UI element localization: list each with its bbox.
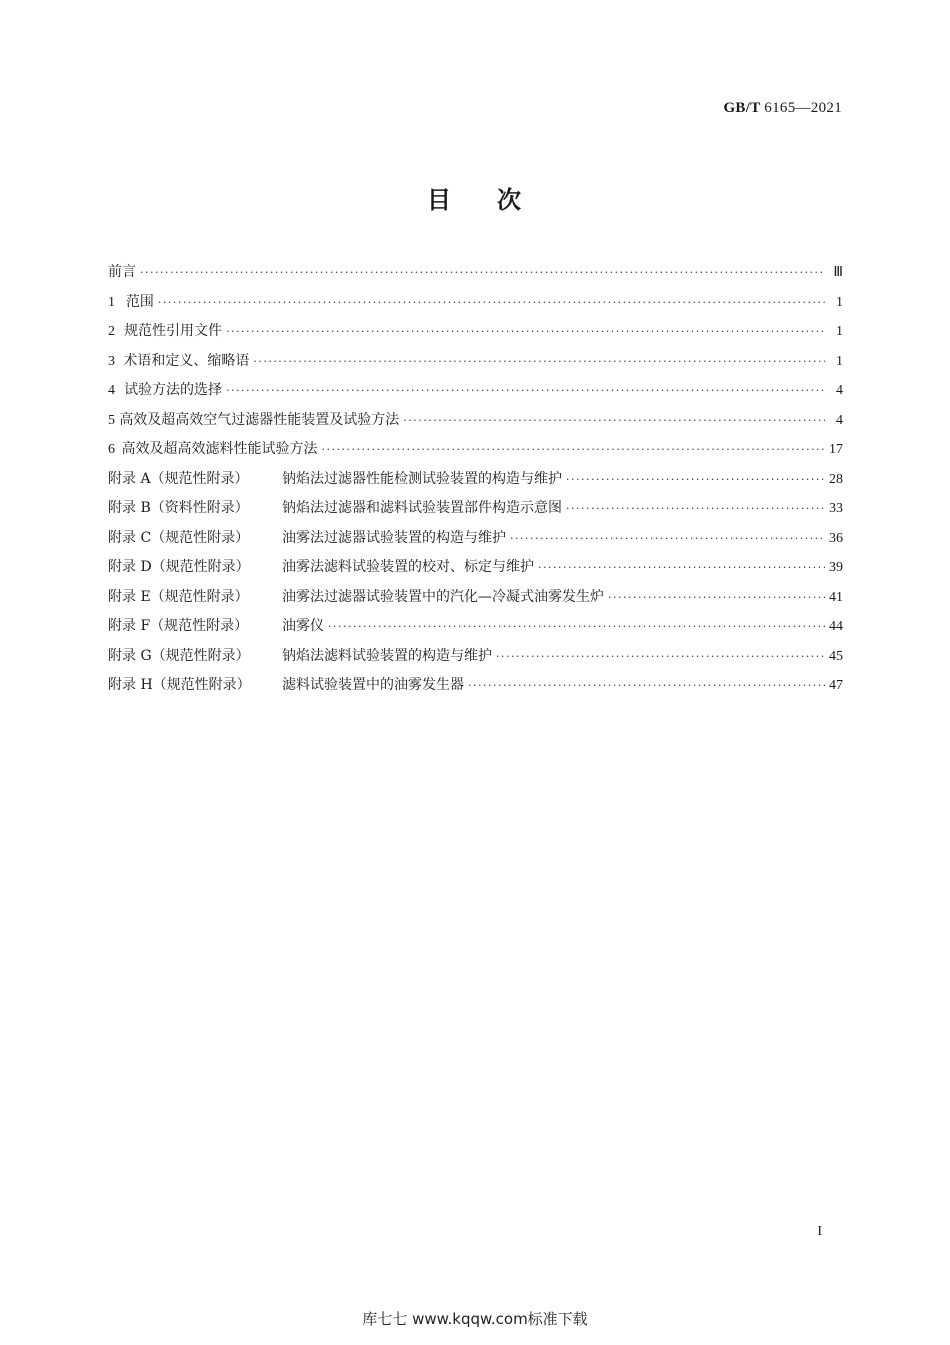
toc-title — [0, 180, 950, 215]
toc-leader-dots — [328, 612, 825, 642]
toc-annex-label: 附录 C（规范性附录） — [108, 529, 250, 546]
toc-entry-page: 45 — [829, 648, 843, 664]
toc-entry-label: 术语和定义、缩略语 — [123, 352, 250, 369]
toc-entry-annex-a[interactable] — [108, 465, 843, 495]
toc-entry-page: 1 — [836, 353, 843, 369]
toc-annex-label: 附录 E（规范性附录） — [108, 588, 249, 605]
standard-prefix: GB/T — [723, 100, 761, 116]
toc-entry-number: 3 — [108, 353, 115, 369]
toc-entry-page: 47 — [829, 678, 843, 693]
standard-code: 6165—2021 — [764, 100, 842, 116]
toc-entry-number: 4 — [108, 383, 115, 398]
toc-entry-annex-b[interactable] — [108, 494, 843, 524]
toc-leader-dots — [226, 317, 825, 347]
toc-annex-label: 附录 H（规范性附录） — [108, 677, 251, 693]
toc-entry-page: 36 — [829, 530, 843, 546]
toc-entry-label: 钠焰法过滤器和滤料试验装置部件构造示意图 — [282, 500, 562, 516]
toc-entry-page: 1 — [836, 324, 843, 339]
toc-leader-dots — [403, 406, 825, 436]
toc-entry-4[interactable] — [108, 376, 843, 406]
toc-entry-annex-e[interactable] — [108, 583, 843, 613]
toc-entry-number: 6 — [108, 442, 115, 457]
toc-entry-label: 范围 — [125, 293, 154, 310]
toc-entry-number: 1 — [108, 294, 115, 310]
toc-entry-number: 5 — [108, 412, 115, 428]
toc-title-char-2: 次 — [497, 186, 523, 214]
toc-entry-label: 规范性引用文件 — [124, 323, 223, 339]
toc-entry-label: 钠焰法过滤器性能检测试验装置的构造与维护 — [282, 470, 562, 487]
toc-entry-label: 油雾法过滤器试验装置中的汽化—冷凝式油雾发生炉 — [282, 588, 604, 605]
toc-annex-label: 附录 A（规范性附录） — [108, 470, 249, 487]
toc-entry-annex-g[interactable] — [108, 642, 843, 672]
toc-entry-label: 油雾仪 — [282, 618, 324, 634]
toc-list — [108, 258, 843, 701]
toc-entry-3[interactable] — [108, 347, 843, 377]
toc-entry-annex-h[interactable] — [108, 671, 843, 701]
toc-leader-dots — [322, 435, 826, 465]
toc-entry-label: 高效及超高效空气过滤器性能装置及试验方法 — [119, 411, 400, 428]
toc-annex-label: 附录 G（规范性附录） — [108, 647, 250, 664]
toc-leader-dots — [566, 465, 825, 495]
toc-entry-label: 前言 — [108, 264, 136, 280]
toc-leader-dots — [253, 347, 825, 377]
toc-entry-label: 油雾法过滤器试验装置的构造与维护 — [282, 529, 506, 546]
toc-entry-page: 1 — [836, 294, 843, 310]
toc-entry-annex-c[interactable] — [108, 524, 843, 554]
toc-annex-label: 附录 F（规范性附录） — [108, 618, 249, 634]
toc-leader-dots — [468, 671, 825, 701]
toc-entry-foreword[interactable] — [108, 258, 843, 288]
toc-entry-page: 39 — [829, 560, 843, 575]
toc-entry-page: 17 — [829, 442, 843, 457]
toc-leader-dots — [496, 642, 825, 672]
toc-annex-label: 附录 D（规范性附录） — [108, 559, 250, 575]
toc-entry-label: 滤料试验装置中的油雾发生器 — [282, 677, 464, 693]
toc-entry-2[interactable] — [108, 317, 843, 347]
toc-entry-label: 试验方法的选择 — [124, 382, 223, 398]
toc-leader-dots — [566, 494, 825, 524]
toc-entry-page: Ⅲ — [833, 265, 843, 280]
toc-entry-6[interactable] — [108, 435, 843, 465]
standard-number — [723, 100, 842, 117]
toc-entry-page: 33 — [829, 501, 843, 516]
toc-leader-dots — [226, 376, 825, 406]
toc-entry-number: 2 — [108, 324, 115, 339]
toc-entry-page: 4 — [836, 383, 843, 398]
toc-entry-1[interactable] — [108, 288, 843, 318]
toc-entry-label: 高效及超高效滤料性能试验方法 — [121, 441, 318, 457]
toc-entry-5[interactable] — [108, 406, 843, 436]
toc-title-char-1: 目 — [427, 186, 453, 214]
toc-entry-label: 油雾法滤料试验装置的校对、标定与维护 — [282, 559, 534, 575]
toc-leader-dots — [538, 553, 825, 583]
toc-entry-annex-f[interactable] — [108, 612, 843, 642]
toc-annex-label: 附录 B（资料性附录） — [108, 500, 249, 516]
page-number: I — [817, 1224, 822, 1239]
toc-entry-label: 钠焰法滤料试验装置的构造与维护 — [282, 647, 492, 664]
toc-entry-page: 41 — [829, 589, 843, 605]
toc-entry-page: 28 — [829, 471, 843, 487]
toc-leader-dots — [510, 524, 825, 554]
toc-entry-page: 44 — [829, 619, 843, 634]
toc-entry-annex-d[interactable] — [108, 553, 843, 583]
toc-leader-dots — [158, 288, 825, 318]
toc-entry-page: 4 — [836, 412, 843, 428]
footer-watermark: 库七七 www.kqqw.com标准下载 — [362, 1310, 588, 1328]
toc-leader-dots — [140, 258, 825, 288]
toc-leader-dots — [608, 583, 825, 613]
